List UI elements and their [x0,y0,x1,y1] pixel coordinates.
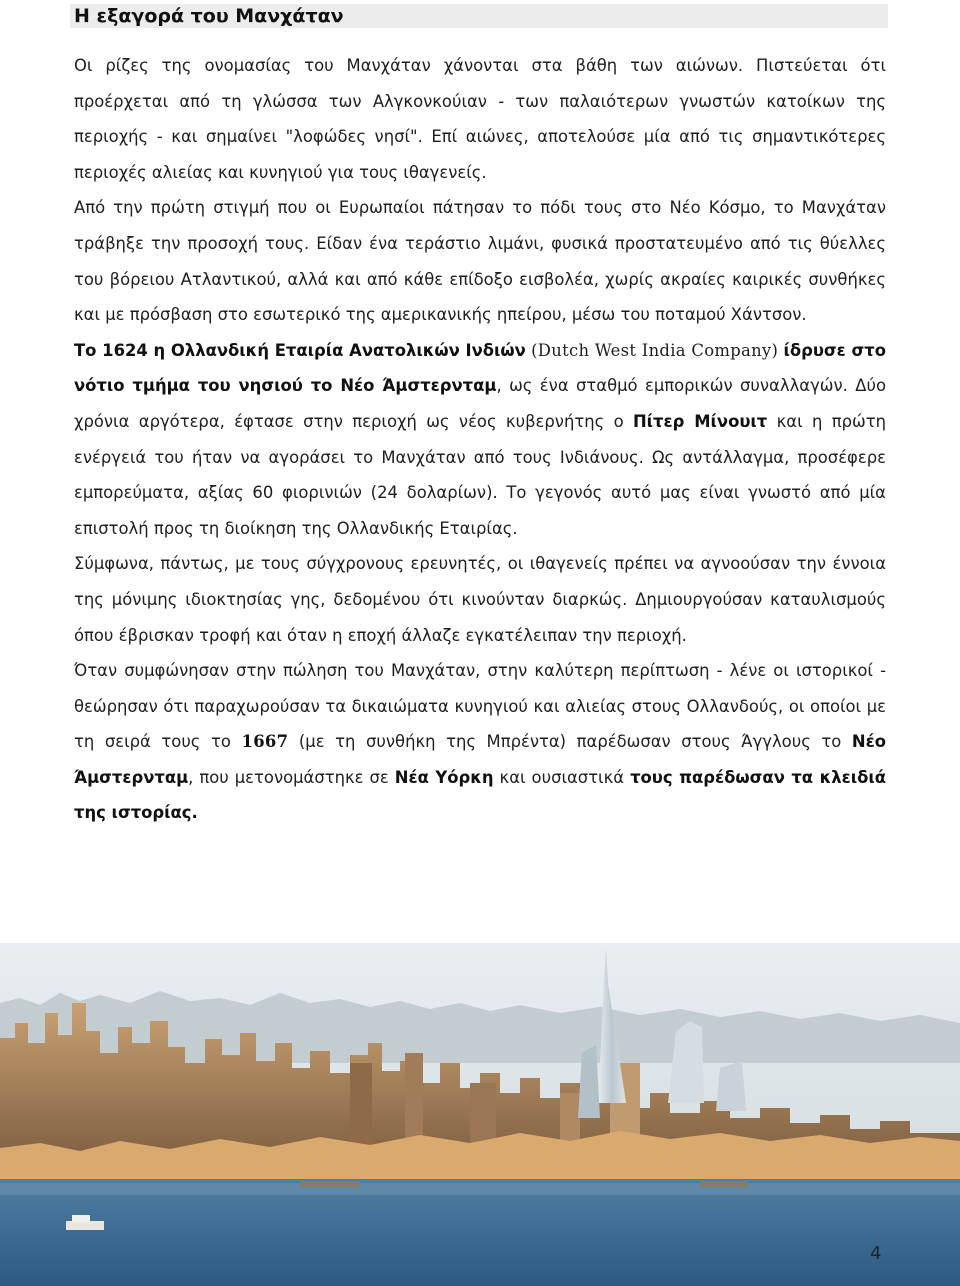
paragraph-sale [74,653,886,831]
page-number: 4 [870,1243,882,1264]
company-english-name: (Dutch West India Company) [531,340,779,360]
ferry-boat [72,1215,90,1222]
bold-keys-of-history: τους παρέδωσαν τα κλειδιά της ιστορίας. [74,767,886,823]
paragraph-text: (με τη συνθήκη της Μπρέντα) παρέδωσαν στους Άγγλους το [288,732,852,752]
title-bar [70,4,888,28]
ferry-boat [66,1221,104,1230]
paragraph-text: Όταν συμφώνησαν στην πώληση του Μανχάταν, στην καλύτερη περίπτωση - λένε οι ιστορικοί - θεώρησαν ότι παραχωρούσαν τα δικαιώματα κυνηγιού και αλιείας στους Ολλανδούς, οι οποίοι με τη σειρά τους το [74,661,886,752]
pier [700,1181,748,1187]
page-title: Η εξαγορά του Μανχάταν [74,5,344,27]
year-1667: 1667 [241,732,289,752]
manhattan-skyline-photo [0,943,960,1286]
paragraph-origins: Οι ρίζες της ονομασίας του Μανχάταν χάνονται στα βάθη των αιώνων. Πιστεύεται ότι προέρχεται από τη γλώσσα των Αλγκονκούιαν - των παλαιότερων γνωστών κατοίκων της περιοχής - και σημαίνει "λοφώδες νησί". Επί αιώνες, αποτελούσε μία από τις σημαντικότερες περιοχές αλιείας και κυνηγιού για τους ιθαγενείς. [74,56,886,182]
paragraph-text: και ουσιαστικά [493,767,631,787]
article-body [74,48,886,831]
paragraph-text: , που μετονομάστηκε σε [188,767,395,787]
hudson-river [0,1179,960,1286]
paragraph-text: και η πρώτη ενέργειά του ήταν να αγοράσει το Μανχάταν από τους Ινδιάνους. Ως αντάλλαγμα, προσέφερε εμπορεύματα, αξίας 60 φιορινιών (24 δολαρίων). Το γεγονός αυτό μας είναι γνωστό από μία επιστολή προς τη διοίκηση της Ολλανδικής Εταιρίας. [74,411,886,538]
river-reflection [0,1183,960,1195]
paragraph-researchers: Σύμφωνα, πάντως, με τους σύγχρονους ερευνητές, οι ιθαγενείς πρέπει να αγνοούσαν την έννοια της μόνιμης ιδιοκτησίας γης, δεδομένου ότι κινούνταν διαρκώς. Δημιουργούσαν καταυλισμούς όπου έβρισκαν τροφή και όταν η εποχή άλλαζε εγκατέλειπαν την περιοχή. [74,554,886,645]
paragraph-text: , ως ένα σταθμό εμπορικών συναλλαγών. Δύο χρόνια αργότερα, έφτασε στην περιοχή ως νέος κυβερνήτης ο [74,376,886,431]
bold-year-company: Το 1624 η Ολλανδική Εταιρία Ανατολικών Ινδιών [74,340,526,360]
bold-new-amsterdam-founding: ίδρυσε στο νότιο τμήμα του νησιού το Νέο Άμστερνταμ [74,340,887,396]
bold-new-amsterdam: Νέο Άμστερνταμ [74,732,886,787]
glass-tower [716,1061,746,1111]
pier [300,1181,360,1187]
paragraph-europeans: Από την πρώτη στιγμή που οι Ευρωπαίοι πάτησαν το πόδι τους στο Νέο Κόσμο, το Μανχάταν τράβηξε την προσοχή τους. Είδαν ένα τεράστιο λιμάνι, φυσικά προστατευμένο από τις θύελλες του βόρειου Ατλαντικού, αλλά και από κάθε επίδοξο εισβολέα, χωρίς ακραίες καιρικές συνθήκες και με πρόσβαση στο εσωτερικό της αμερικανικής ηπείρου, μέσω του ποταμού Χάντσον. [74,198,886,325]
bold-new-york: Νέα Υόρκη [394,767,494,787]
bold-peter-minuit: Πίτερ Μίνουιτ [632,411,768,431]
paragraph-dutch-company [74,333,886,547]
